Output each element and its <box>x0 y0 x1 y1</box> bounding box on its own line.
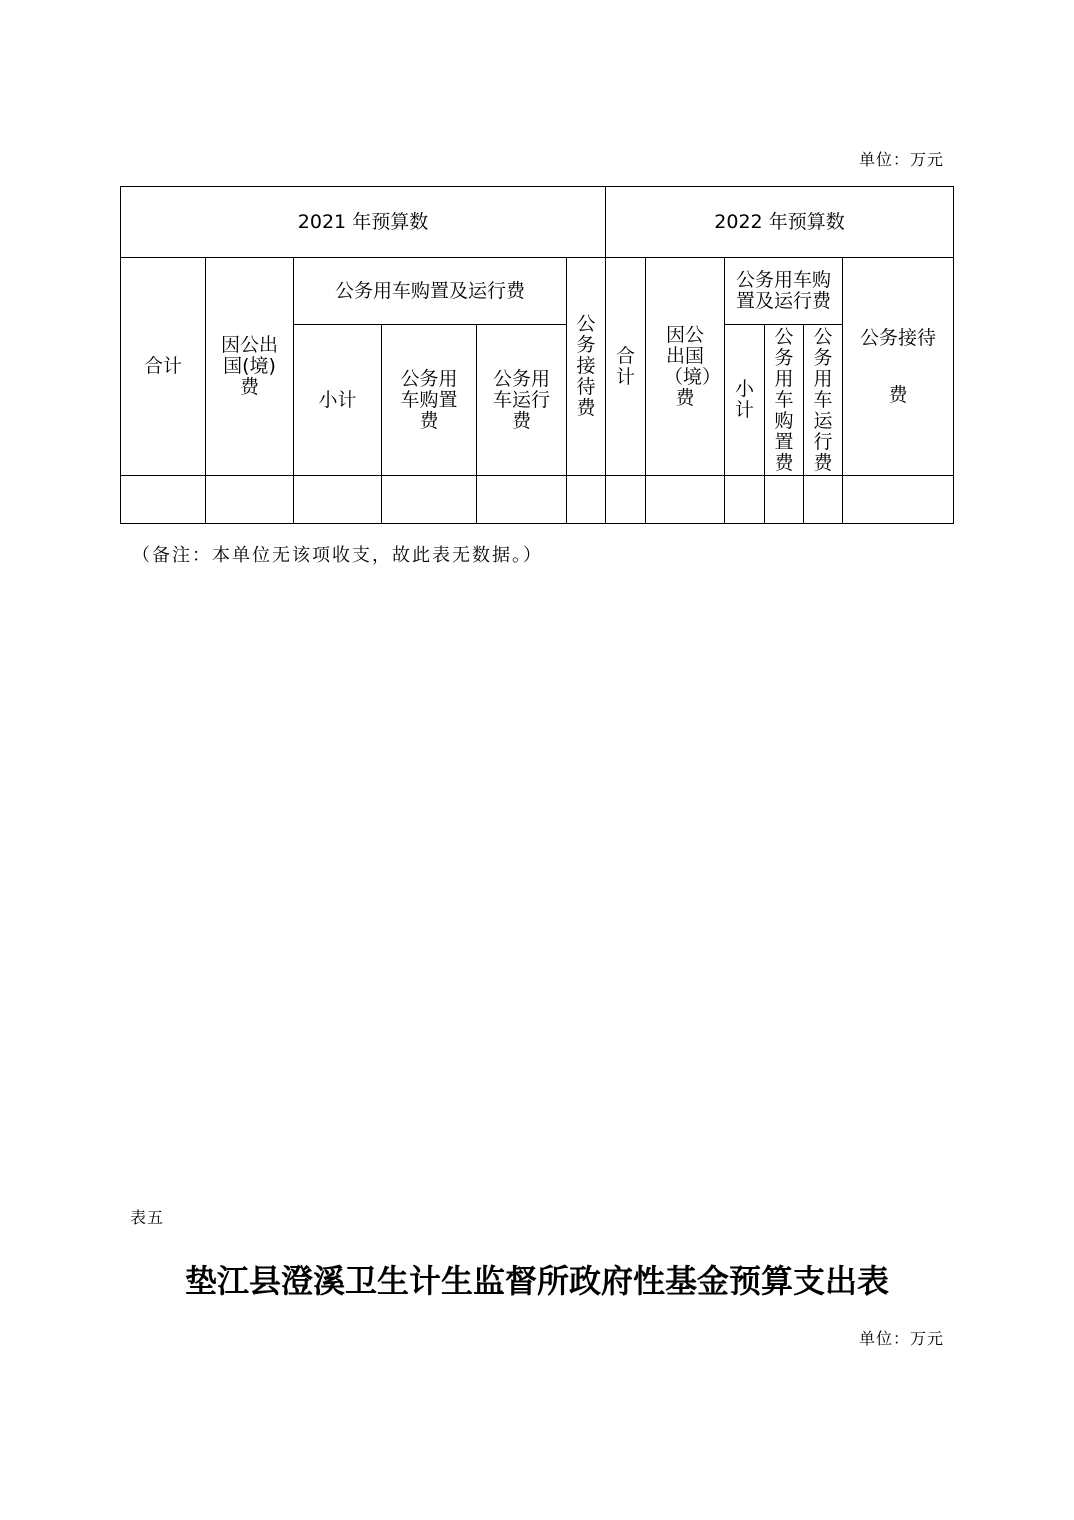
header-2022-car-running: 公务用车运行费 <box>804 325 843 476</box>
unit-label-bottom: 单位：万元 <box>858 1329 944 1348</box>
header-2022-reception: 公务接待 费 <box>843 258 954 476</box>
document-title: 垫江县澄溪卫生计生监督所政府性基金预算支出表 <box>184 1262 889 1300</box>
header-2021-abroad: 因公出国(境)费 <box>206 258 294 476</box>
empty-cell <box>804 476 843 524</box>
empty-cell <box>725 476 765 524</box>
empty-cell <box>567 476 606 524</box>
header-2021-budget: 2021 年预算数 <box>121 187 606 258</box>
header-2021-car-group: 公务用车购置及运行费 <box>294 258 567 325</box>
budget-table <box>120 186 954 524</box>
header-2022-budget: 2022 年预算数 <box>606 187 954 258</box>
header-2021-car-running: 公务用车运行费 <box>477 325 567 476</box>
header-2021-total: 合计 <box>121 258 206 476</box>
empty-cell <box>843 476 954 524</box>
header-2022-abroad: 因公出国（境）费 <box>646 258 725 476</box>
empty-cell <box>121 476 206 524</box>
unit-label-top: 单位：万元 <box>858 150 944 169</box>
empty-cell <box>646 476 725 524</box>
header-2021-car-purchase: 公务用车购置费 <box>382 325 477 476</box>
header-2022-car-group: 公务用车购置及运行费 <box>725 258 843 325</box>
empty-cell <box>606 476 646 524</box>
table-note: （备注：本单位无该项收支，故此表无数据。） <box>132 545 543 566</box>
empty-cell <box>477 476 567 524</box>
table-number: 表五 <box>130 1208 165 1227</box>
header-2022-subtotal: 小计 <box>725 325 765 476</box>
empty-cell <box>382 476 477 524</box>
empty-cell <box>294 476 382 524</box>
header-2021-reception: 公务接待费 <box>567 258 606 476</box>
empty-cell <box>206 476 294 524</box>
header-2022-total: 合计 <box>606 258 646 476</box>
header-2022-car-purchase: 公务用车购置费 <box>765 325 804 476</box>
empty-cell <box>765 476 804 524</box>
header-2021-subtotal: 小计 <box>294 325 382 476</box>
